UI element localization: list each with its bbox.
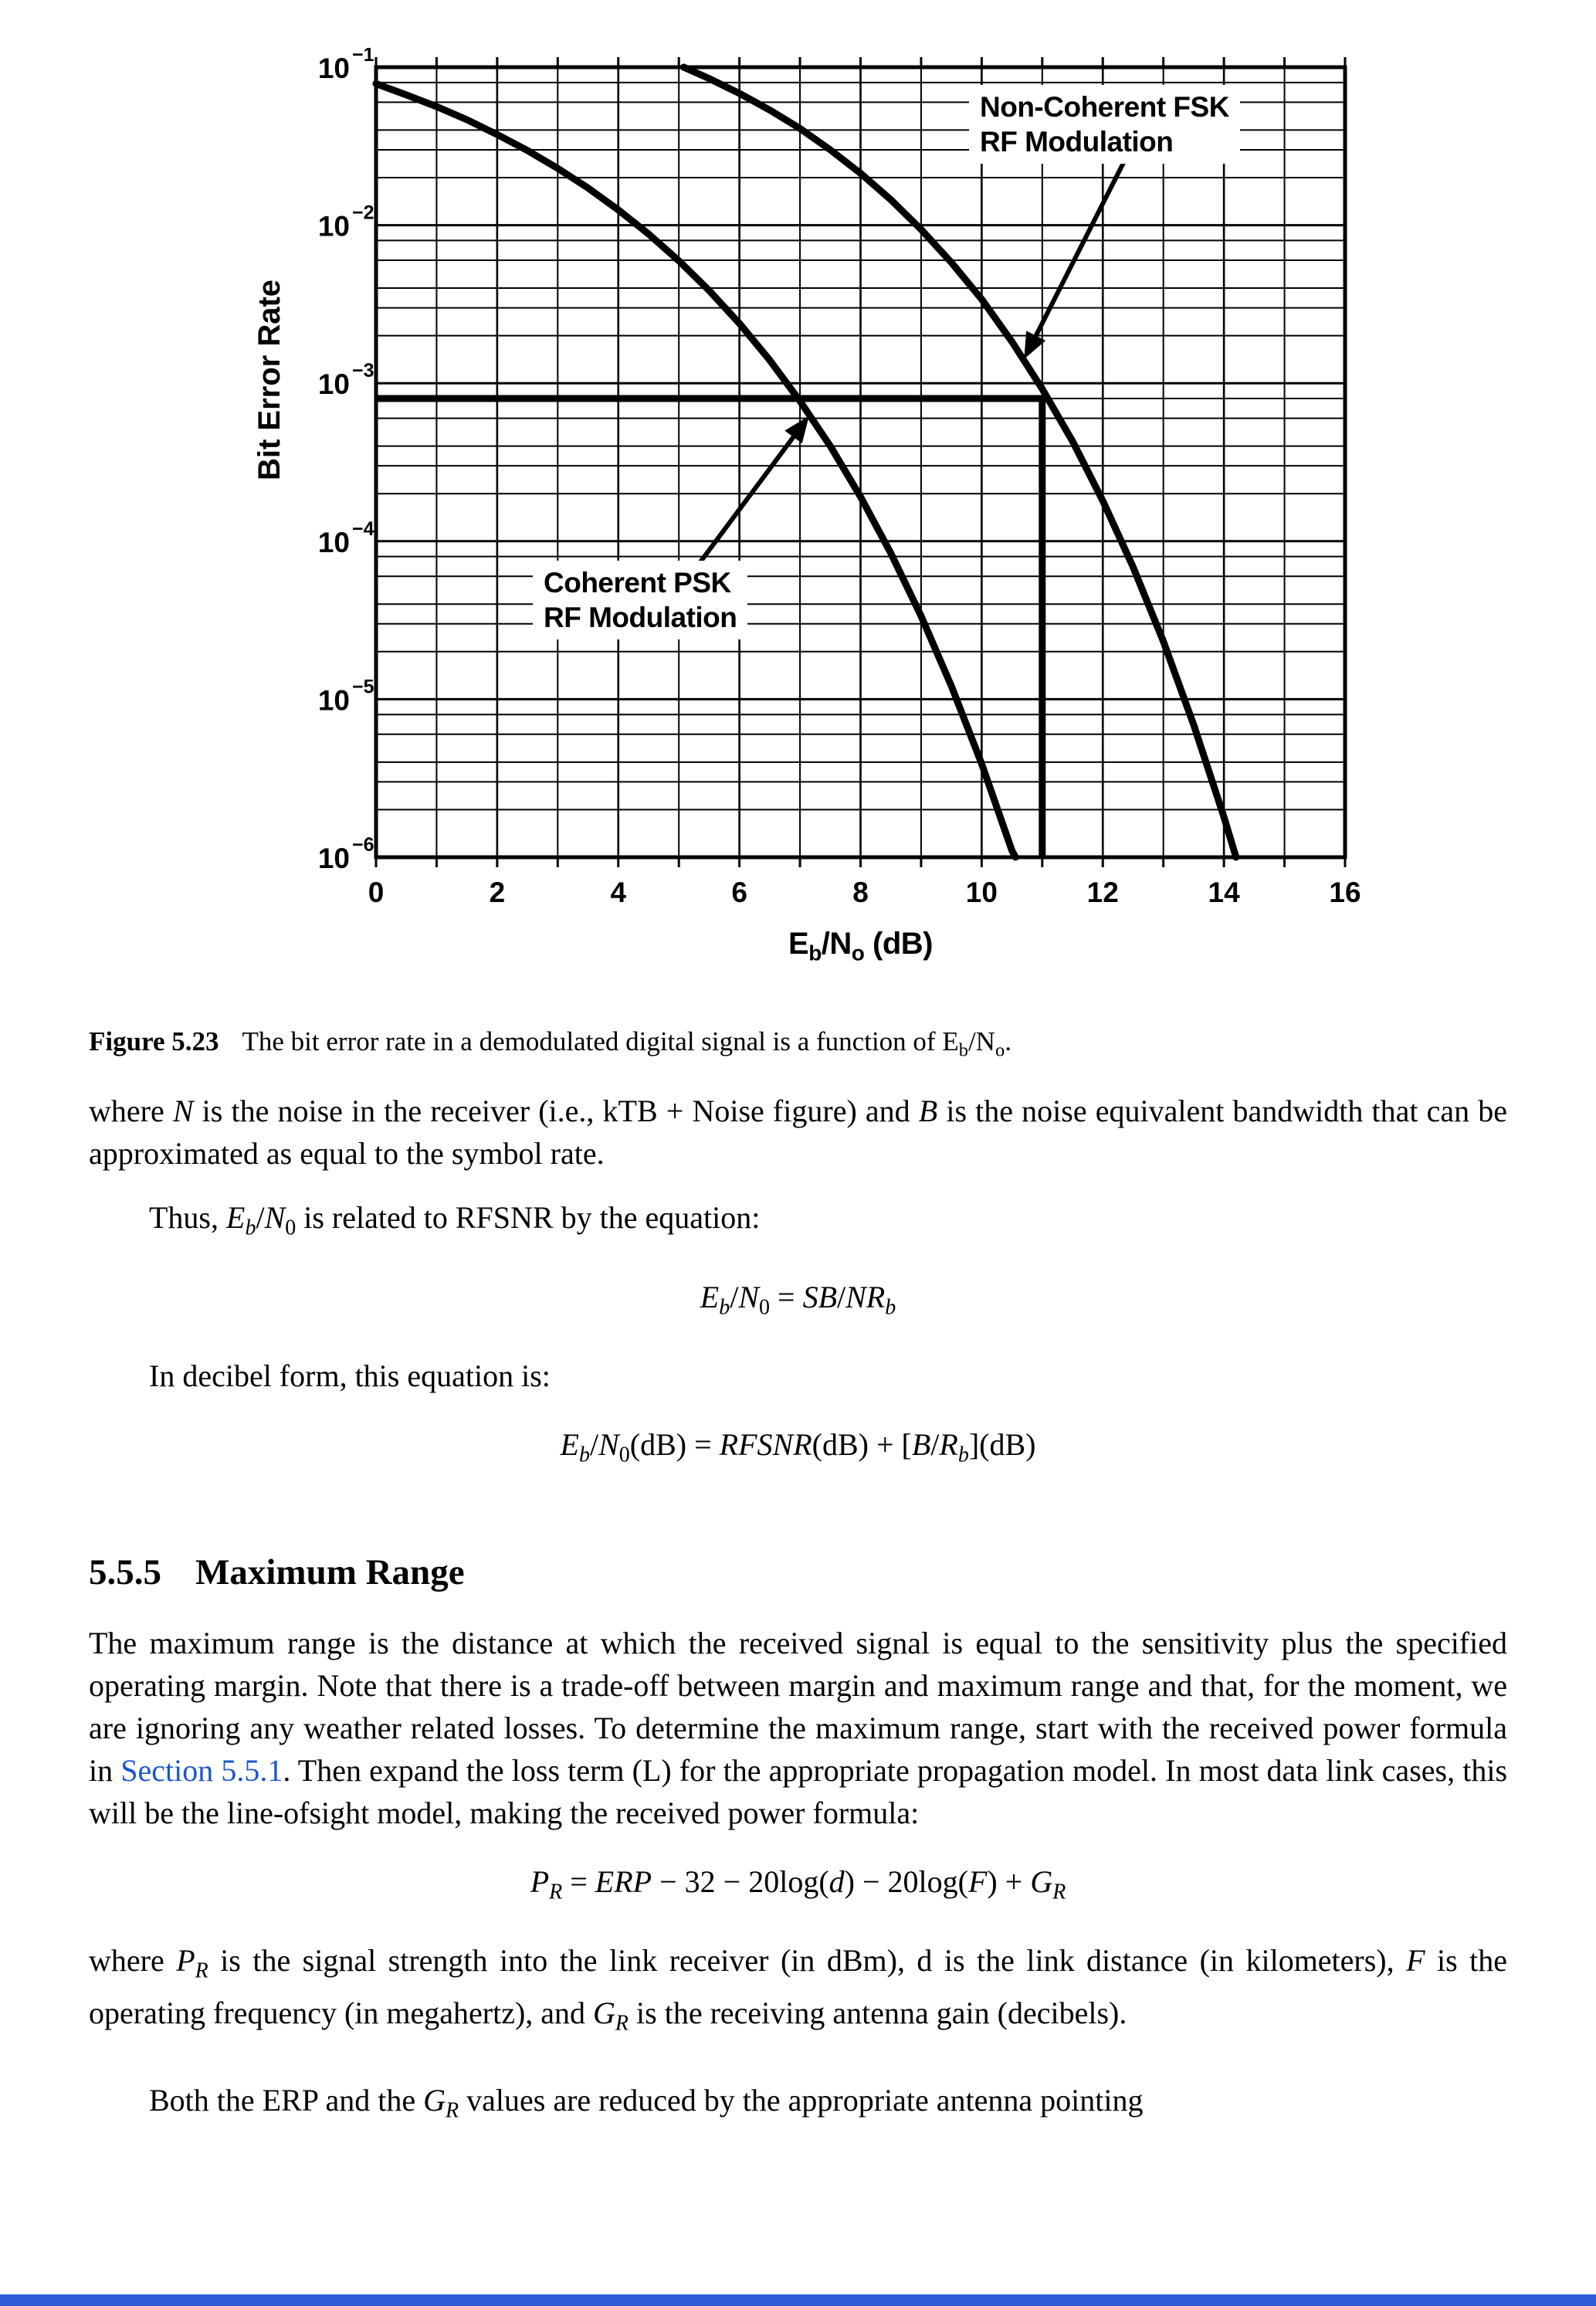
paragraph-thus: Thus, $E_b/N_0$ is related to RFSNR by the equation: <box>149 1200 761 1240</box>
fsk-annotation-line2: RF Modulation <box>980 126 1174 158</box>
coherent-psk-curve <box>376 83 1015 857</box>
figure-caption <box>89 1024 1507 1068</box>
paragraph-where-pr: where $P_R$ is the signal strength into the link receiver (in dBm), d is the link distance (in kilometers), F is the operating frequency (in megahertz), and $G_R$ is the receiving antenna gain (decibels). <box>89 1942 1508 2036</box>
y-tick-label: 10 <box>317 526 350 558</box>
paragraph-both-erp: Both the ERP and the $G_R$ values are reduced by the appropriate antenna pointing <box>149 2082 1144 2123</box>
x-axis-label: $E_b/N_o$ (dB) <box>788 927 933 965</box>
fsk-annotation-line1: Non-Coherent FSK <box>980 91 1229 123</box>
ber-chart-figure <box>89 48 1507 989</box>
psk-arrow-shaft <box>688 437 794 578</box>
noncoherent-fsk-curve <box>684 67 1236 857</box>
psk-annotation-label <box>533 561 747 639</box>
paragraph-where-n: where N is the noise in the receiver (i.e., kTB + Noise figure) and B is the noise equivalent bandwidth that can be approximated as equal to the symbol rate. <box>89 1094 1507 1172</box>
paragraph-decibel: In decibel form, this equation is: <box>149 1358 551 1394</box>
bottom-bar <box>0 2294 1596 2306</box>
psk-annotation-line1: Coherent PSK <box>544 567 731 599</box>
equation-received-power: $P_R$ = ERP − $32 - 20\log(d) - 20\log(F) + G_R$ <box>530 1863 1066 1904</box>
y-tick-label: 10 <box>317 368 350 401</box>
y-tick-exponent: −4 <box>352 517 374 540</box>
x-tick-label: 16 <box>1329 877 1361 908</box>
x-tick-label: 6 <box>731 877 747 908</box>
book-page <box>0 48 1596 2306</box>
section-number: 5.5.5 <box>89 1551 161 1592</box>
figure-caption-label: Figure 5.23 <box>89 1026 219 1056</box>
x-tick-label: 0 <box>368 877 385 908</box>
x-tick-label: 10 <box>965 877 998 908</box>
y-tick-label: 10 <box>317 210 350 242</box>
section-heading <box>89 1551 1507 1594</box>
y-axis-label: Bit Error Rate <box>252 279 286 481</box>
figure-caption-text: The bit error rate in a demodulated digital signal is a function of $E_b/N_o$. <box>242 1026 1011 1061</box>
y-tick-exponent: −1 <box>352 48 374 66</box>
y-tick-label: 10 <box>317 684 350 717</box>
equation-ebn0: $E_b/N_0 = SB/NR_b$ <box>700 1279 896 1320</box>
y-tick-exponent: −3 <box>352 360 374 382</box>
y-tick-label: 10 <box>317 53 350 84</box>
y-tick-exponent: −2 <box>352 202 374 224</box>
x-tick-label: 8 <box>852 877 869 908</box>
x-tick-label: 2 <box>489 877 506 908</box>
section-5-5-1-link[interactable]: Section 5.5.1 <box>120 1752 283 1788</box>
fsk-annotation-label <box>969 85 1240 164</box>
psk-arrowhead <box>784 416 809 444</box>
section-title: Maximum Range <box>195 1551 465 1592</box>
y-tick-exponent: −6 <box>352 834 374 856</box>
equation-ebn0-db: $E_b/N_0(dB)$ = RFSNR(dB) + $[B/R_b](dB)$ <box>560 1427 1036 1467</box>
x-tick-label: 4 <box>610 877 627 908</box>
page-content <box>0 48 1596 2131</box>
y-tick-label: 10 <box>317 843 350 874</box>
psk-annotation-line2: RF Modulation <box>544 602 737 633</box>
ber-chart-svg <box>89 48 1507 989</box>
paragraph-max-range: The maximum range is the distance at which the received signal is equal to the sensitivity plus the specified operating margin. Note that there is a trade-off between margin and maximum range and that, for the moment, we are ignoring any weather related losses. To determine the maximum range, start with the received power formula in Section 5.5.1. Then expand the loss term (L) for the appropriate propagation model. In most data link cases, this will be the line-ofsight model, making the received power formula: <box>89 1625 1508 1830</box>
y-tick-exponent: −5 <box>352 676 374 698</box>
x-tick-label: 14 <box>1208 877 1240 908</box>
x-tick-label: 12 <box>1086 877 1119 908</box>
